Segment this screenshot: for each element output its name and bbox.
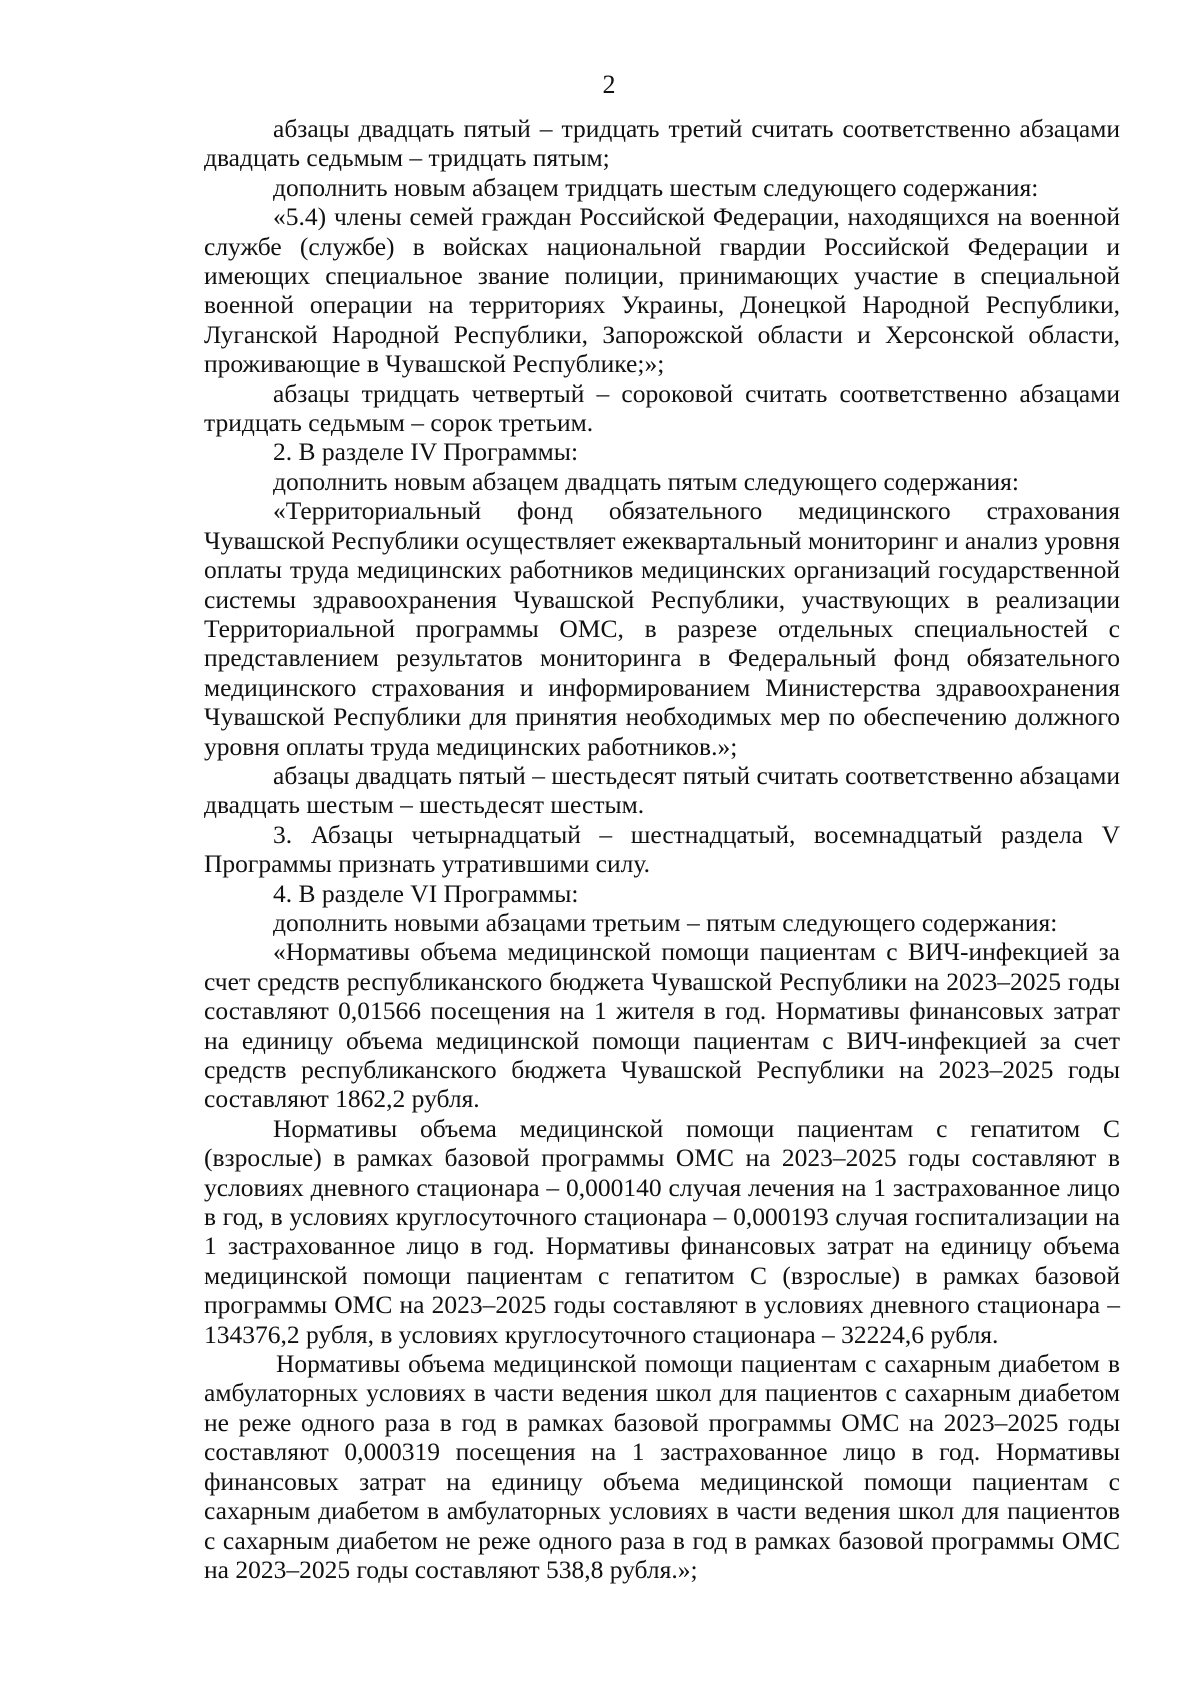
paragraph-section-iv-heading: 2. В разделе IV Программы: bbox=[273, 437, 579, 467]
paragraph-section-vi-heading: 4. В разделе VI Программы: bbox=[273, 878, 579, 908]
document-body bbox=[204, 114, 1120, 1584]
paragraph-item-5-4: «5.4) члены семей граждан Российской Федерации, находящихся на военной службе (службе) в войсках национальной гвардии Российской Федерации и имеющих специальное звание полиции, принимающих участие в специальной военной операции на территориях Украины, Донецкой Народной Республики, Луганской Народной Республики, Запорожской области и Херсонской области, проживающие в Чувашской Республике;»; bbox=[204, 202, 1120, 379]
paragraph-section-v-repeal: 3. Абзацы четырнадцатый – шестнадцатый, восемнадцатый раздела V Программы признать утратившими силу. bbox=[204, 819, 1120, 879]
paragraph-add-3-5: дополнить новыми абзацами третьим – пятым следующего содержания: bbox=[273, 907, 1058, 937]
paragraph-hepatitis-c-norms: Нормативы объема медицинской помощи пациентам с гепатитом С (взрослые) в рамках базовой программы ОМС на 2023–2025 годы составляют в условиях дневного стационара – 0,000140 случая лечения на 1 застрахованное лицо в год, в условиях круглосуточного стационара – 0,000193 случая госпитализации на 1 застрахованное лицо в год. Нормативы финансовых затрат на единицу объема медицинской помощи пациентам с гепатитом С (взрослые) в рамках базовой программы ОМС на 2023–2025 годы составляют в условиях дневного стационара – 134376,2 рубля, в условиях круглосуточного стационара – 32224,6 рубля. bbox=[204, 1113, 1120, 1349]
paragraph-renumber-25-33: абзацы двадцать пятый – тридцать третий считать соответственно абзацами двадцать седьмым – тридцать пятым; bbox=[204, 114, 1120, 173]
page-number: 2 bbox=[602, 70, 616, 99]
paragraph-add-25: дополнить новым абзацем двадцать пятым следующего содержания: bbox=[273, 466, 1019, 496]
paragraph-hiv-norms: «Нормативы объема медицинской помощи пациентам с ВИЧ-инфекцией за счет средств республиканского бюджета Чувашской Республики на 2023–2025 годы составляют 0,01566 посещения на 1 жителя в год. Нормативы финансовых затрат на единицу объема медицинской помощи пациентам с ВИЧ-инфекцией за счет средств республиканского бюджета Чувашской Республики на 2023–2025 годы составляют 1862,2 рубля. bbox=[204, 937, 1120, 1114]
paragraph-diabetes-norms: Нормативы объема медицинской помощи пациентам с сахарным диабетом в амбулаторных условиях в части ведения школ для пациентов с сахарным диабетом не реже одного раза в год в рамках базовой программы ОМС на 2023–2025 годы составляют 0,000319 посещения на 1 застрахованное лицо в год. Нормативы финансовых затрат на единицу объема медицинской помощи пациентам с сахарным диабетом в амбулаторных условиях в части ведения школ для пациентов с сахарным диабетом не реже одного раза в год в рамках базовой программы ОМС на 2023–2025 годы составляют 538,8 рубля.»; bbox=[204, 1349, 1120, 1584]
paragraph-add-36: дополнить новым абзацем тридцать шестым следующего содержания: bbox=[273, 172, 1039, 202]
paragraph-renumber-34-40: абзацы тридцать четвертый – сороковой считать соответственно абзацами тридцать седьмым – сорок третьим. bbox=[204, 378, 1120, 438]
paragraph-fund-monitoring: «Территориальный фонд обязательного медицинского страхования Чувашской Республики осуществляет ежеквартальный мониторинг и анализ уровня оплаты труда медицинских работников медицинских организаций государственной системы здравоохранения Чувашской Республики, участвующих в реализации Территориальной программы ОМС, в разрезе отдельных специальностей с представлением результатов мониторинга в Федеральный фонд обязательного медицинского страхования и информированием Министерства здравоохранения Чувашской Республики для принятия необходимых мер по обеспечению должного уровня оплаты труда медицинских работников.»; bbox=[204, 496, 1120, 761]
paragraph-renumber-25-65: абзацы двадцать пятый – шестьдесят пятый считать соответственно абзацами двадцать шестым – шестьдесят шестым. bbox=[204, 760, 1120, 820]
